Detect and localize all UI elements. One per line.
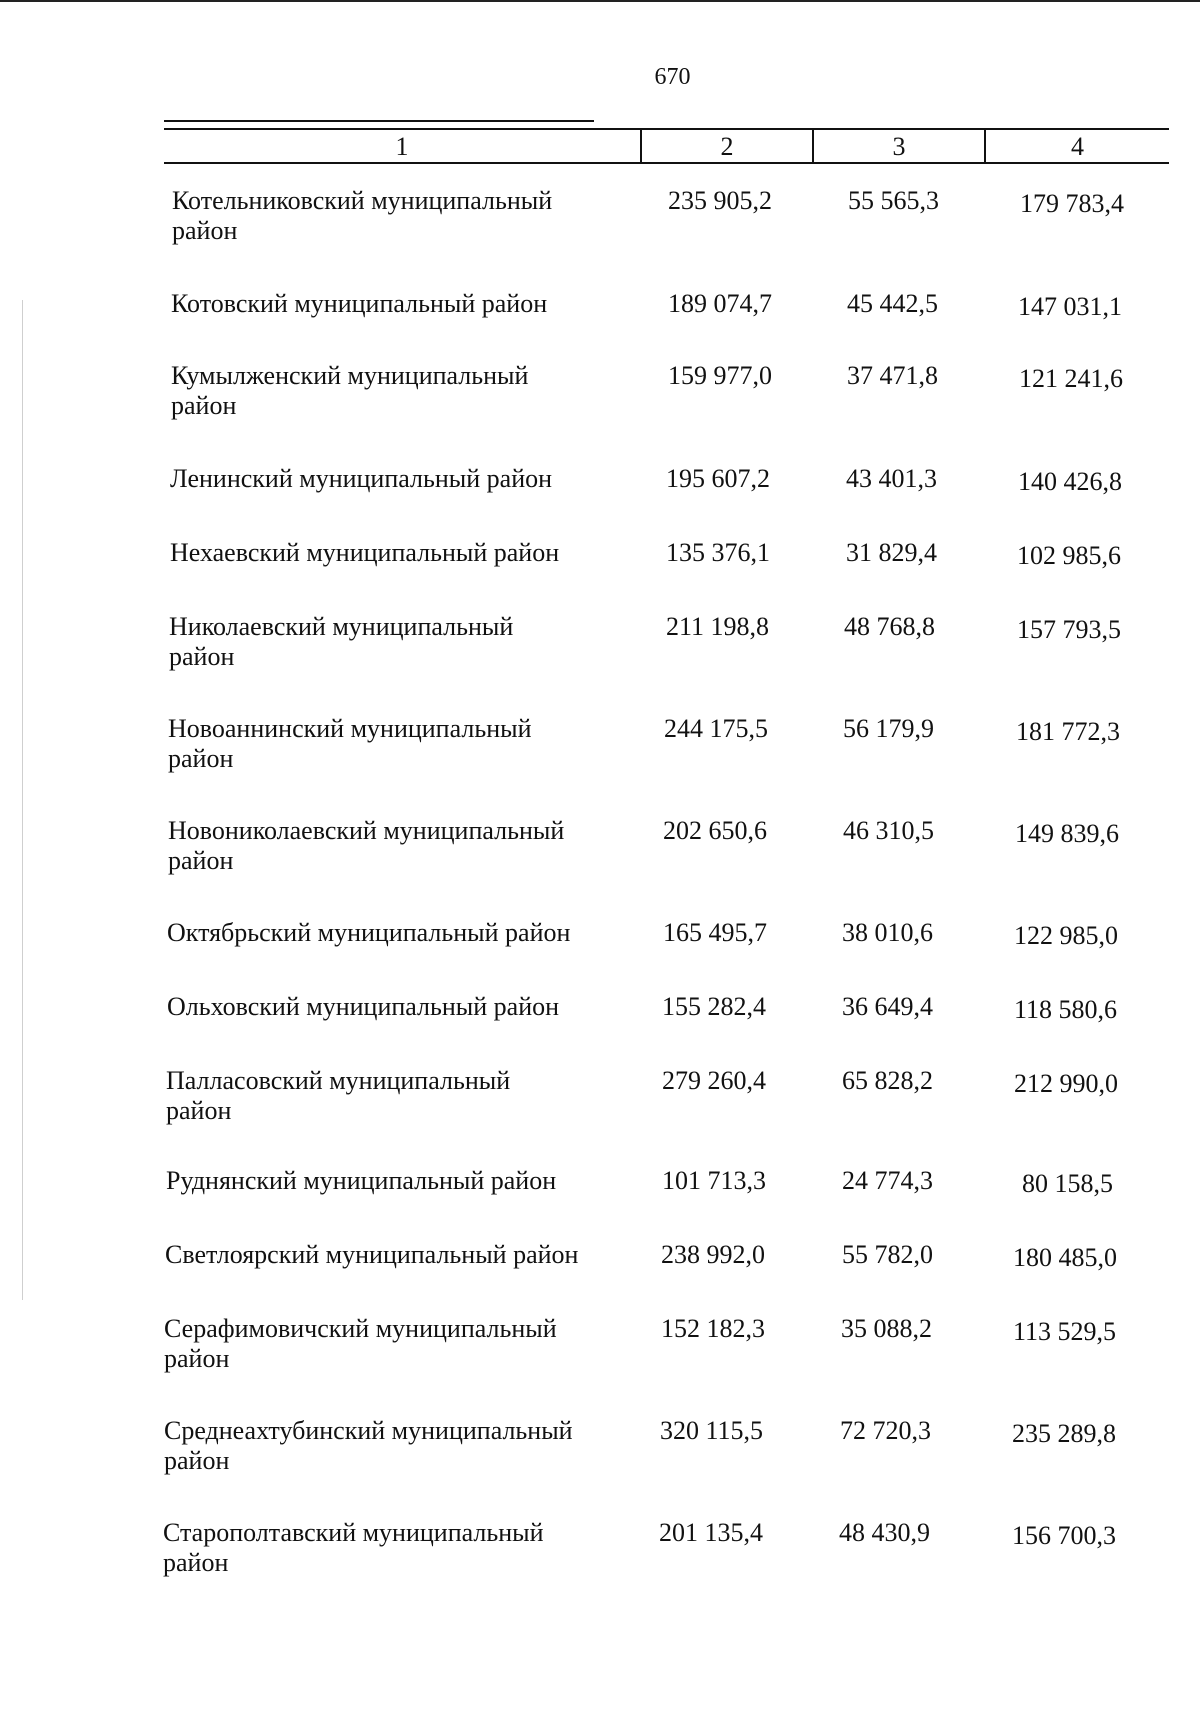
value-col-4: 118 580,6 (1014, 995, 1118, 1024)
value-col-4: 140 426,8 (1018, 467, 1122, 496)
value-col-3: 45 442,5 (847, 289, 938, 318)
value-col-2: 320 115,5 (660, 1416, 764, 1445)
district-name: Палласовский муниципальный район (166, 1066, 511, 1125)
value-col-4: 121 241,6 (1019, 364, 1123, 393)
value-col-3: 43 401,3 (846, 464, 937, 493)
value-col-4: 179 783,4 (1020, 189, 1124, 218)
value-col-2: 165 495,7 (663, 918, 767, 947)
value-col-4: 180 485,0 (1013, 1243, 1117, 1272)
value-col-2: 201 135,4 (659, 1518, 763, 1547)
value-col-4: 212 990,0 (1014, 1069, 1118, 1098)
value-col-4: 157 793,5 (1017, 615, 1121, 644)
value-col-3: 72 720,3 (840, 1416, 931, 1445)
value-col-3: 48 430,9 (839, 1518, 930, 1547)
value-col-3: 46 310,5 (843, 816, 934, 845)
value-col-4: 102 985,6 (1017, 541, 1121, 570)
value-col-2: 195 607,2 (666, 464, 770, 493)
value-col-4: 147 031,1 (1018, 292, 1122, 321)
value-col-3: 35 088,2 (841, 1314, 932, 1343)
value-col-3: 37 471,8 (847, 361, 938, 390)
value-col-2: 202 650,6 (663, 816, 767, 845)
value-col-3: 24 774,3 (842, 1166, 933, 1195)
value-col-3: 31 829,4 (846, 538, 937, 567)
value-col-2: 211 198,8 (666, 612, 770, 641)
district-name: Новониколаевский муниципальный район (168, 816, 565, 875)
value-col-2: 101 713,3 (662, 1166, 766, 1195)
value-col-4: 113 529,5 (1013, 1317, 1117, 1346)
value-col-2: 244 175,5 (664, 714, 768, 743)
value-col-3: 55 782,0 (842, 1240, 933, 1269)
district-name: Новоаннинский муниципальный район (168, 714, 532, 773)
column-header-1: 1 (395, 132, 409, 161)
page-number: 670 (654, 64, 691, 90)
district-name: Руднянский муниципальный район (166, 1166, 557, 1195)
value-col-4: 122 985,0 (1014, 921, 1118, 950)
value-col-2: 135 376,1 (666, 538, 770, 567)
value-col-2: 189 074,7 (668, 289, 772, 318)
value-col-2: 152 182,3 (661, 1314, 765, 1343)
value-col-3: 38 010,6 (842, 918, 933, 947)
value-col-4: 235 289,8 (1012, 1419, 1116, 1448)
district-name: Ольховский муниципальный район (167, 992, 560, 1021)
district-name: Нехаевский муниципальный район (170, 538, 560, 567)
value-col-3: 65 828,2 (842, 1066, 933, 1095)
column-header-2: 2 (640, 130, 812, 162)
district-name: Котельниковский муниципальный район (172, 186, 553, 245)
value-col-4: 156 700,3 (1012, 1521, 1116, 1550)
district-name: Старополтавский муниципальный район (163, 1518, 544, 1577)
value-col-2: 235 905,2 (668, 186, 772, 215)
district-name: Светлоярский муниципальный район (165, 1240, 579, 1269)
value-col-3: 48 768,8 (844, 612, 935, 641)
value-col-2: 159 977,0 (668, 361, 772, 390)
district-name: Среднеахтубинский муниципальный район (164, 1416, 573, 1475)
value-col-2: 238 992,0 (661, 1240, 765, 1269)
column-header-3: 3 (812, 130, 984, 162)
value-col-4: 181 772,3 (1016, 717, 1120, 746)
district-name: Котовский муниципальный район (171, 289, 548, 318)
value-col-3: 56 179,9 (843, 714, 934, 743)
district-name: Кумылженский муниципальный район (171, 361, 529, 420)
district-name: Серафимовичский муниципальный район (164, 1314, 557, 1373)
district-name: Ленинский муниципальный район (170, 464, 553, 493)
value-col-4: 80 158,5 (1022, 1169, 1113, 1198)
value-col-3: 55 565,3 (848, 186, 939, 215)
column-header-4: 4 (984, 130, 1169, 162)
value-col-4: 149 839,6 (1015, 819, 1119, 848)
value-col-2: 279 260,4 (662, 1066, 766, 1095)
district-name: Николаевский муниципальный район (169, 612, 514, 671)
value-col-2: 155 282,4 (662, 992, 766, 1021)
value-col-3: 36 649,4 (842, 992, 933, 1021)
district-name: Октябрьский муниципальный район (167, 918, 571, 947)
